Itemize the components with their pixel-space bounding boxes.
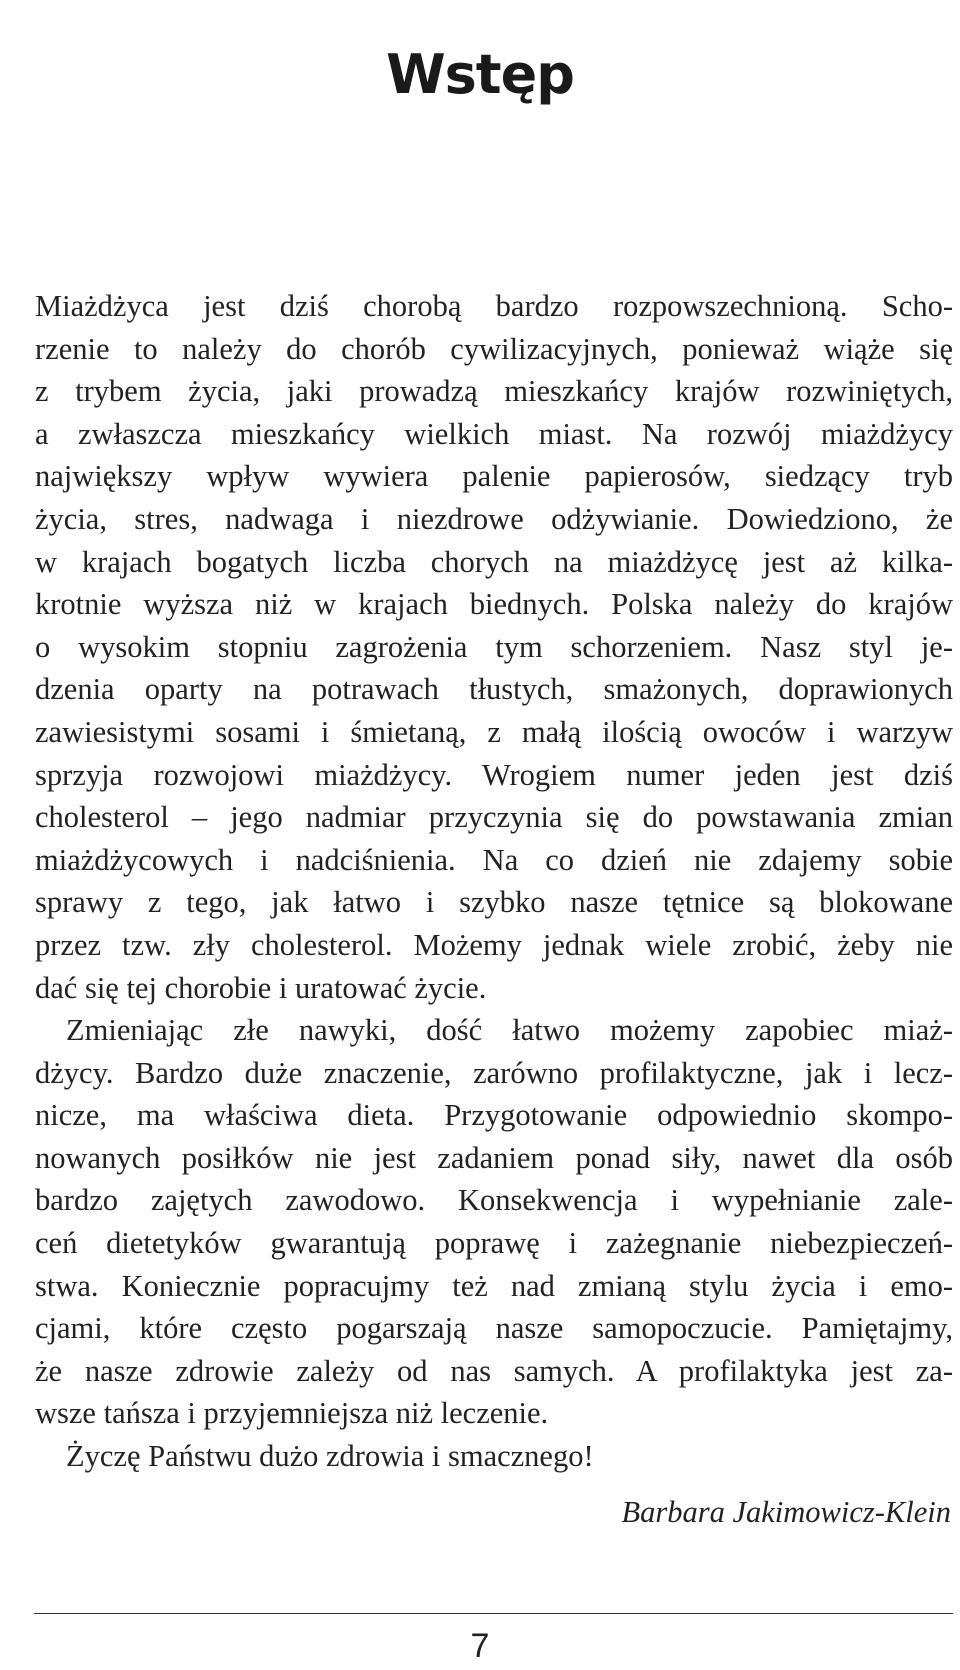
text-line: miażdżycowych i nadciśnienia. Na co dzień nie zdajemy sobie (35, 842, 953, 877)
body-text (35, 285, 953, 1478)
text-line: że nasze zdrowie zależy od nas samych. A profilaktyka jest za- (35, 1353, 953, 1388)
text-line: największy wpływ wywiera palenie papierosów, siedzący tryb (35, 459, 953, 494)
text-line: krotnie wyższa niż w krajach biednych. Polska należy do krajów (35, 587, 953, 622)
text-line: dzenia oparty na potrawach tłustych, smażonych, doprawionych (35, 672, 953, 707)
text-line: ceń dietetyków gwarantują poprawę i zażegnanie niebezpieczeń- (35, 1226, 953, 1261)
paragraph-1 (35, 285, 953, 1009)
text-line: dżycy. Bardzo duże znaczenie, zarówno profilaktyczne, jak i lecz- (35, 1055, 953, 1090)
text-line: Miażdżyca jest dziś chorobą bardzo rozpowszechnioną. Scho- (35, 289, 953, 323)
text-line: w krajach bogatych liczba chorych na miażdżycę jest aż kilka- (35, 544, 953, 579)
text-line: stwa. Koniecznie popracujmy też nad zmianą stylu życia i emo- (35, 1268, 953, 1303)
text-line: sprzyja rozwojowi miażdżycy. Wrogiem numer jeden jest dziś (35, 757, 953, 792)
text-line: dać się tej chorobie i uratować życie. (35, 970, 487, 1005)
text-line: bardzo zajętych zawodowo. Konsekwencja i wypełnianie zale- (35, 1183, 953, 1218)
paragraph-3 (35, 1435, 953, 1478)
footer-divider (34, 1613, 953, 1614)
text-line: nicze, ma właściwa dieta. Przygotowanie odpowiednio skompo- (35, 1098, 953, 1133)
text-line: o wysokim stopniu zagrożenia tym schorzeniem. Nasz styl je- (35, 629, 953, 664)
text-line: wsze tańsza i przyjemniejsza niż leczenie. (35, 1396, 549, 1431)
text-line: przez tzw. zły cholesterol. Możemy jednak wiele zrobić, żeby nie (35, 927, 953, 962)
text-line: nowanych posiłków nie jest zadaniem ponad siły, nawet dla osób (35, 1140, 953, 1175)
text-line: rzenie to należy do chorób cywilizacyjnych, ponieważ wiąże się (35, 331, 953, 366)
text-line: z trybem życia, jaki prowadzą mieszkańcy krajów rozwiniętych, (35, 374, 953, 409)
paragraph-2 (35, 1009, 953, 1435)
text-line: cjami, które często pogarszają nasze samopoczucie. Pamiętajmy, (35, 1311, 953, 1346)
text-line: zawiesistymi sosami i śmietaną, z małą ilością owoców i warzyw (35, 714, 953, 749)
text-line: Zmieniając złe nawyki, dość łatwo możemy zapobiec miaż- (66, 1013, 953, 1048)
text-line: a zwłaszcza mieszkańcy wielkich miast. Na rozwój miażdżycy (35, 416, 953, 451)
page-number: 7 (470, 1627, 490, 1665)
text-line: Życzę Państwu dużo zdrowia i smacznego! (66, 1439, 594, 1474)
author-signature: Barbara Jakimowicz-Klein (621, 1495, 951, 1529)
text-line: sprawy z tego, jak łatwo i szybko nasze tętnice są blokowane (35, 885, 953, 920)
text-line: cholesterol – jego nadmiar przyczynia się do powstawania zmian (35, 800, 953, 835)
page-title: Wstęp (386, 43, 574, 107)
text-line: życia, stres, nadwaga i niezdrowe odżywianie. Dowiedziono, że (35, 501, 953, 536)
